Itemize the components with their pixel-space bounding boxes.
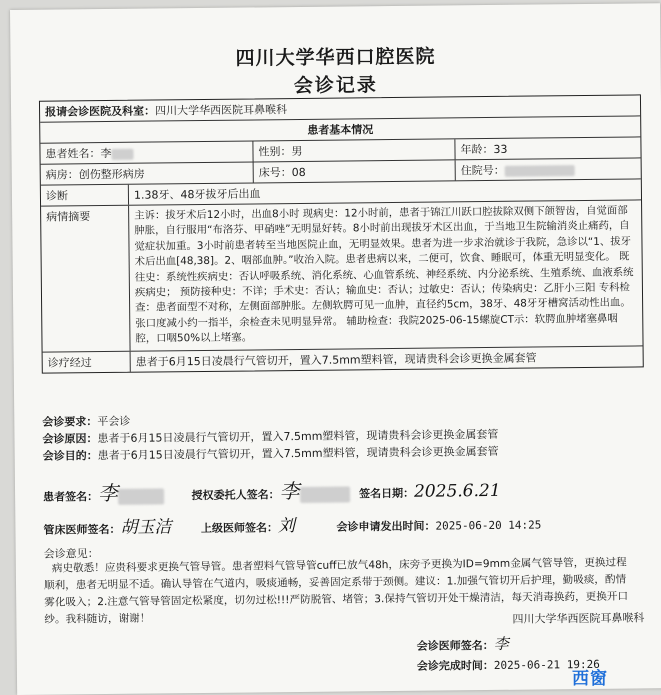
send-time-value: 2025-06-20 14:25 — [435, 518, 542, 533]
hospital-title: 四川大学华西口腔医院 — [235, 45, 436, 70]
opinion-label: 会诊意见： — [43, 547, 99, 561]
proxy-signature: 李 — [279, 478, 300, 504]
watermark-logo: 西窗 — [572, 669, 608, 689]
finish-time-label: 会诊完成时间： — [416, 658, 494, 673]
bed-label: 床号： — [258, 166, 292, 180]
department-stamp-text: 四川大学华西医院耳鼻喉科 — [512, 611, 645, 626]
redacted-name — [111, 148, 133, 159]
signature-row — [43, 471, 643, 506]
course-label: 诊疗经过 — [43, 351, 131, 372]
consult-reason-value: 患者于6月15日凌晨行气管切开，置入7.5mm塑料管，现请贵科会诊更换金属套管 — [97, 427, 499, 446]
redacted-admission-number — [505, 165, 575, 177]
consultation-record-sheet — [10, 3, 661, 695]
doctor-signature-row — [43, 507, 643, 537]
summary-row — [41, 200, 642, 352]
consult-reason-label: 会诊原因： — [42, 432, 98, 446]
ward-value: 创伤整形病房 — [78, 167, 145, 182]
patient-name-value: 李 — [100, 146, 112, 161]
bed-value: 08 — [291, 165, 306, 180]
send-time-label: 会诊申请发出时间： — [336, 519, 436, 534]
bed-doctor-signature-label: 管床医师签名： — [43, 522, 121, 537]
sign-date-label: 签名日期： — [359, 486, 415, 501]
age-label: 年龄： — [460, 142, 494, 157]
patient-name-label: 患者姓名： — [45, 147, 101, 161]
opinion-body: 病史敬悉！应贵科要求更换气管导管。患者塑料气管导管cuff已放气48h，床旁予更换为ID=9mm金属气管导管，更换过程顺利，患者无明显不适。确认导管在气道内，吸痰通畅，妥善固定系带于颈侧。建议：1.加强气管切开后护理，勤吸痰，酌情雾化吸入；2.注意气管导管固定松紧度，切勿过松!!!严防脱管、堵管；3.保持气管切开处干燥清洁，每天消毒换药，更换开口纱。我科随访，谢谢！ — [43, 556, 629, 626]
consult-purpose-label: 会诊目的： — [42, 449, 98, 463]
consult-requirement-value: 平会诊 — [97, 414, 131, 429]
diagnosis-value: 1.38牙、48牙拔牙后出血 — [133, 187, 261, 202]
sign-date: 2025.6.21 — [413, 480, 501, 502]
patient-signature-label: 患者签名： — [43, 490, 99, 504]
patient-info-table — [39, 94, 644, 373]
senior-doctor-signature: 刘 — [277, 516, 296, 537]
document-title: 会诊记录 — [293, 74, 378, 98]
summary-value: 主诉：拔牙术后12小时，出血8小时 现病史：12小时前，患者于锦江川跃口腔拔除双侧下颌智齿，自觉面部肿胀，自行服用“布洛芬、甲硝唑”无明显好转。8小时前出现拔牙术区出血，于当地卫生院输消炎止痛药，自觉症状加重。3小时前患者转至当地医院止血，无明显效果。患者为进一步求治就诊于我院，急诊以“1、拔牙术后出血[48,38]。2、咽部血肿。”收治入院。患者患病以来，二便可，饮食、睡眠可，体重无明显变化。 既往史：系统性疾病史：否认呼吸系统、消化系统、心血管系统、神经系统、内分泌系统、生殖系统、血液系统疾病史； 预防接种史：不详；手术史：否认；输血史：否认；过敏史：否认；传染病史：乙肝小三阳 专科检查：患者面型不对称，左侧面部肿胀。左侧软腭可见一血肿，直径约5cm，38牙、48牙牙槽窝活动性出血。张口度减小约一指半，余检查未见明显异常。 辅助检查：我院2025-06-15螺旋CT示：软腭血肿堵塞鼻咽腔，口咽50%以上堵塞。 — [134, 204, 634, 345]
consultant-signature-label: 会诊医师签名： — [416, 638, 494, 653]
course-value: 患者于6月15日凌晨行气管切开，置入7.5mm塑料管，现请贵科会诊更换金属套管 — [135, 351, 537, 369]
request-dept-label: 报请会诊医院及科室： — [45, 104, 156, 119]
gender-value: 男 — [291, 144, 303, 159]
patient-signature: 李 — [97, 480, 119, 506]
proxy-signature-label: 授权委托人签名： — [191, 488, 280, 503]
redacted-patient-signature — [118, 488, 164, 504]
admission-number-label: 住院号： — [460, 163, 505, 178]
request-dept-value: 四川大学华西医院耳鼻喉科 — [154, 103, 288, 118]
consult-requirement-label: 会诊要求： — [42, 415, 98, 429]
basic-info-section-title: 患者基本情况 — [307, 123, 374, 137]
consultant-signature: 李 — [493, 634, 509, 653]
consult-purpose-value: 患者于6月15日凌晨行气管切开，置入7.5mm塑料管，现请贵科会诊更换金属套管 — [97, 444, 499, 463]
senior-doctor-signature-label: 上级医师签名： — [200, 521, 279, 536]
consultant-signature-row — [417, 633, 509, 655]
bed-doctor-signature: 胡玉洁 — [120, 517, 172, 538]
redacted-proxy-signature — [300, 486, 350, 503]
ward-label: 病房： — [45, 168, 79, 182]
gender-label: 性别： — [258, 145, 292, 159]
age-value: 33 — [493, 142, 508, 156]
summary-label: 病情摘要 — [41, 206, 131, 352]
finish-time-value: 2025-06-21 19:26 — [493, 657, 600, 672]
diagnosis-label: 诊断 — [41, 185, 129, 206]
